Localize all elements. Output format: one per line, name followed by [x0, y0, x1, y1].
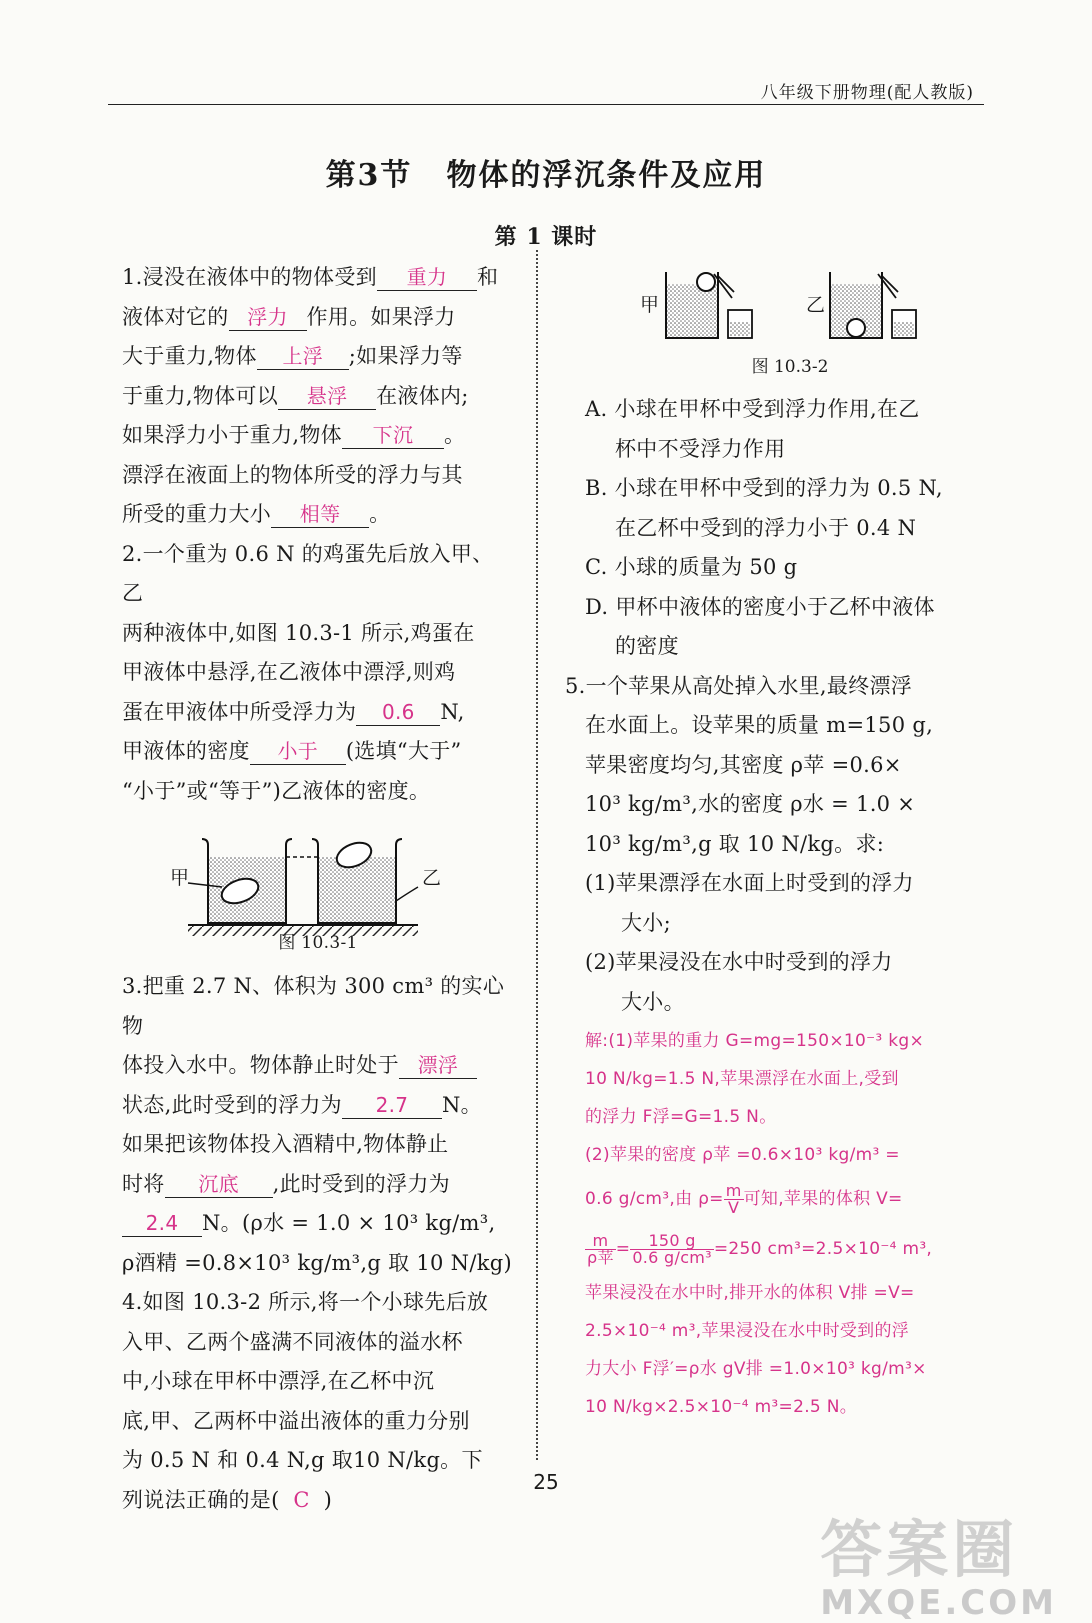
fig1-label-yi: 乙: [422, 867, 442, 889]
q1-text: 在液体内;: [376, 383, 469, 408]
watermark-url: MXQE.COM: [820, 1583, 1057, 1623]
solution-line: 力大小 F浮′=ρ水 gV排 =1.0×10³ kg/m³×: [585, 1359, 927, 1379]
q1-text: 作用。如果浮力: [306, 304, 456, 329]
q3-text: 如果把该物体投入酒精中,物体静止: [122, 1132, 449, 1156]
q1-answer-2: 浮力: [229, 304, 307, 331]
q3-text: 体投入水中。物体静止时处于: [122, 1053, 399, 1077]
book-title: 八年级下册物理(配人教版): [760, 83, 974, 103]
lesson-title: 第 1 课时: [494, 224, 598, 250]
figure-10-3-1: [122, 811, 514, 961]
q4-text: 列说法正确的是(: [122, 1487, 280, 1512]
solution-line: 10 N/kg×2.5×10⁻⁴ m³=2.5 N。: [585, 1397, 858, 1417]
overflow-cups-diagram: [610, 262, 970, 346]
q3-text: N。(ρ水 = 1.0 × 10³ kg/m³,: [202, 1211, 496, 1235]
frac-num: m: [585, 1233, 616, 1250]
q1-answer-6: 相等: [271, 501, 369, 528]
q5-text: 大小。: [621, 989, 685, 1014]
option-line: C. 小球的质量为 50 g: [585, 555, 798, 579]
q4-options: [585, 390, 977, 667]
q2-text: 蛋在甲液体中所受浮力为: [122, 699, 357, 724]
q1-answer-1: 重力: [377, 264, 477, 291]
q2-text: N,: [440, 699, 465, 724]
q4-option-d: [585, 588, 977, 667]
q1-text: 。: [369, 502, 391, 526]
fig2-label-jia: 甲: [640, 294, 660, 316]
frac-den: ρ苹: [587, 1247, 614, 1267]
question-3: [122, 967, 514, 1283]
q3-answer-1: 漂浮: [399, 1052, 477, 1079]
fig1-caption: 图 10.3-1: [278, 933, 358, 953]
q5-text: 10³ kg/m³,g 取 10 N/kg。求:: [585, 831, 885, 856]
q4-option-b: [585, 469, 977, 548]
right-column: [565, 390, 977, 1426]
q4-text: 底,甲、乙两杯中溢出液体的重力分别: [122, 1408, 470, 1433]
frac-den: V: [728, 1197, 740, 1217]
column-divider: [536, 250, 538, 1460]
frac-num: m: [725, 1180, 742, 1200]
option-line: B. 小球在甲杯中受到的浮力为 0.5 N,: [585, 476, 943, 500]
solution-line: 2.5×10⁻⁴ m³,苹果浸没在水中时受到的浮: [585, 1321, 910, 1341]
q1-text: 液体对它的: [122, 304, 229, 329]
q3-answer-4: 2.4: [122, 1210, 202, 1237]
watermark: [820, 1500, 1057, 1623]
q3-answer-3: 沉底: [165, 1171, 273, 1198]
q1-answer-3: 上浮: [257, 343, 349, 370]
q4-text: 4.如图 10.3-2 所示,将一个小球先后放: [122, 1290, 489, 1314]
frac-num: 150 g: [630, 1233, 714, 1250]
frac-den: 0.6 g/cm³: [632, 1247, 712, 1267]
question-2: [122, 535, 514, 962]
section-name: 物体的浮沉条件及应用: [446, 158, 767, 193]
q4-text: 中,小球在甲杯中漂浮,在乙杯中沉: [122, 1369, 435, 1393]
q4-option-c: [585, 548, 977, 588]
fig2-caption: 图 10.3-2: [751, 357, 829, 377]
solution-line: [585, 1224, 977, 1274]
solution-line: 苹果浸没在水中时,排开水的体积 V排 =V=: [585, 1283, 915, 1303]
q1-answer-5: 下沉: [342, 422, 444, 449]
q1-text: 1.浸没在液体中的物体受到: [122, 265, 377, 289]
q5-solution: [585, 1022, 977, 1426]
q4-option-a: [585, 390, 977, 469]
q3-text: N。: [441, 1092, 482, 1117]
q2-answer-2: 小于: [250, 738, 346, 765]
solution-text: =: [615, 1239, 631, 1259]
solution-line: (2)苹果的密度 ρ苹 =0.6×10³ kg/m³ =: [585, 1145, 900, 1165]
q5-text: 在水面上。设苹果的质量 m=150 g,: [585, 713, 934, 737]
q5-text: (2)苹果浸没在水中时受到的浮力: [585, 950, 893, 974]
fig2-label-yi: 乙: [806, 294, 826, 316]
fraction-values: [630, 1230, 714, 1267]
question-5: [565, 667, 977, 1023]
q2-text: 甲液体中悬浮,在乙液体中漂浮,则鸡: [122, 660, 456, 684]
q5-text: 10³ kg/m³,水的密度 ρ水 = 1.0 ×: [585, 792, 916, 816]
option-line: A. 小球在甲杯中受到浮力作用,在乙: [585, 397, 920, 421]
q4-text: 入甲、乙两个盛满不同液体的溢水杯: [122, 1329, 463, 1354]
option-line: 在乙杯中受到的浮力小于 0.4 N: [615, 515, 917, 540]
solution-line: 的浮力 F浮=G=1.5 N。: [585, 1107, 777, 1127]
q1-text: 如果浮力小于重力,物体: [122, 423, 342, 447]
solution-line: 10 N/kg=1.5 N,苹果漂浮在水面上,受到: [585, 1069, 899, 1089]
q1-text: 于重力,物体可以: [122, 383, 279, 408]
watermark-logo: 答案圈: [820, 1513, 1019, 1586]
q5-text: (1)苹果漂浮在水面上时受到的浮力: [585, 871, 914, 895]
q3-text: 状态,此时受到的浮力为: [122, 1092, 342, 1117]
q1-text: ;如果浮力等: [348, 344, 463, 368]
q3-text: 时将: [122, 1171, 165, 1196]
q2-text: 2.一个重为 0.6 N 的鸡蛋先后放入甲、乙: [122, 541, 494, 605]
option-line: 的密度: [615, 634, 679, 658]
section-title: [0, 150, 1092, 194]
q2-text: “小于”或“等于”)乙液体的密度。: [122, 778, 431, 803]
q5-text: 大小;: [621, 910, 671, 935]
fraction-m-over-v: [724, 1180, 744, 1217]
q2-answer-1: 0.6: [356, 699, 440, 726]
q3-text: ,此时受到的浮力为: [272, 1171, 450, 1196]
q2-text: 两种液体中,如图 10.3-1 所示,鸡蛋在: [122, 620, 475, 645]
left-column: [122, 258, 514, 1520]
solution-text: 0.6 g/cm³,由 ρ=: [585, 1189, 724, 1209]
q1-text: 所受的重力大小: [122, 502, 272, 526]
fig1-label-jia: 甲: [170, 867, 190, 889]
q3-text: ρ酒精 =0.8×10³ kg/m³,g 取 10 N/kg): [122, 1250, 512, 1275]
solution-text: 可知,苹果的体积 V=: [743, 1189, 903, 1209]
solution-text: =250 cm³=2.5×10⁻⁴ m³,: [713, 1239, 933, 1259]
page-number: 25: [533, 1470, 559, 1494]
solution-line: 解:(1)苹果的重力 G=mg=150×10⁻³ kg×: [585, 1031, 925, 1051]
q5-text: 5.一个苹果从高处掉入水里,最终漂浮: [565, 673, 913, 698]
q3-answer-2: 2.7: [342, 1092, 442, 1119]
q4-text: 为 0.5 N 和 0.4 N,g 取10 N/kg。下: [122, 1448, 483, 1472]
q1-answer-4: 悬浮: [278, 383, 376, 410]
q4-text: ): [323, 1487, 333, 1512]
option-line: D. 甲杯中液体的密度小于乙杯中液体: [585, 594, 935, 619]
q2-text: (选填“大于”: [345, 739, 462, 763]
option-line: 杯中不受浮力作用: [615, 436, 786, 461]
q1-text: 大于重力,物体: [122, 344, 257, 368]
question-1: [122, 258, 514, 535]
header-rule: [108, 104, 984, 105]
solution-line: [585, 1174, 977, 1224]
section-number: 第3节: [325, 158, 413, 193]
q1-text: 和: [476, 265, 499, 289]
q5-text: 苹果密度均匀,其密度 ρ苹 =0.6×: [585, 752, 902, 777]
q3-text: 3.把重 2.7 N、体积为 300 cm³ 的实心物: [122, 974, 505, 1038]
q1-text: 。: [443, 423, 466, 447]
q1-text: 漂浮在液面上的物体所受的浮力与其: [122, 462, 463, 487]
fraction-m-over-rho: [585, 1230, 616, 1267]
figure-10-3-2: [610, 262, 970, 377]
q4-answer: C: [293, 1487, 310, 1512]
q2-text: 甲液体的密度: [122, 739, 250, 763]
